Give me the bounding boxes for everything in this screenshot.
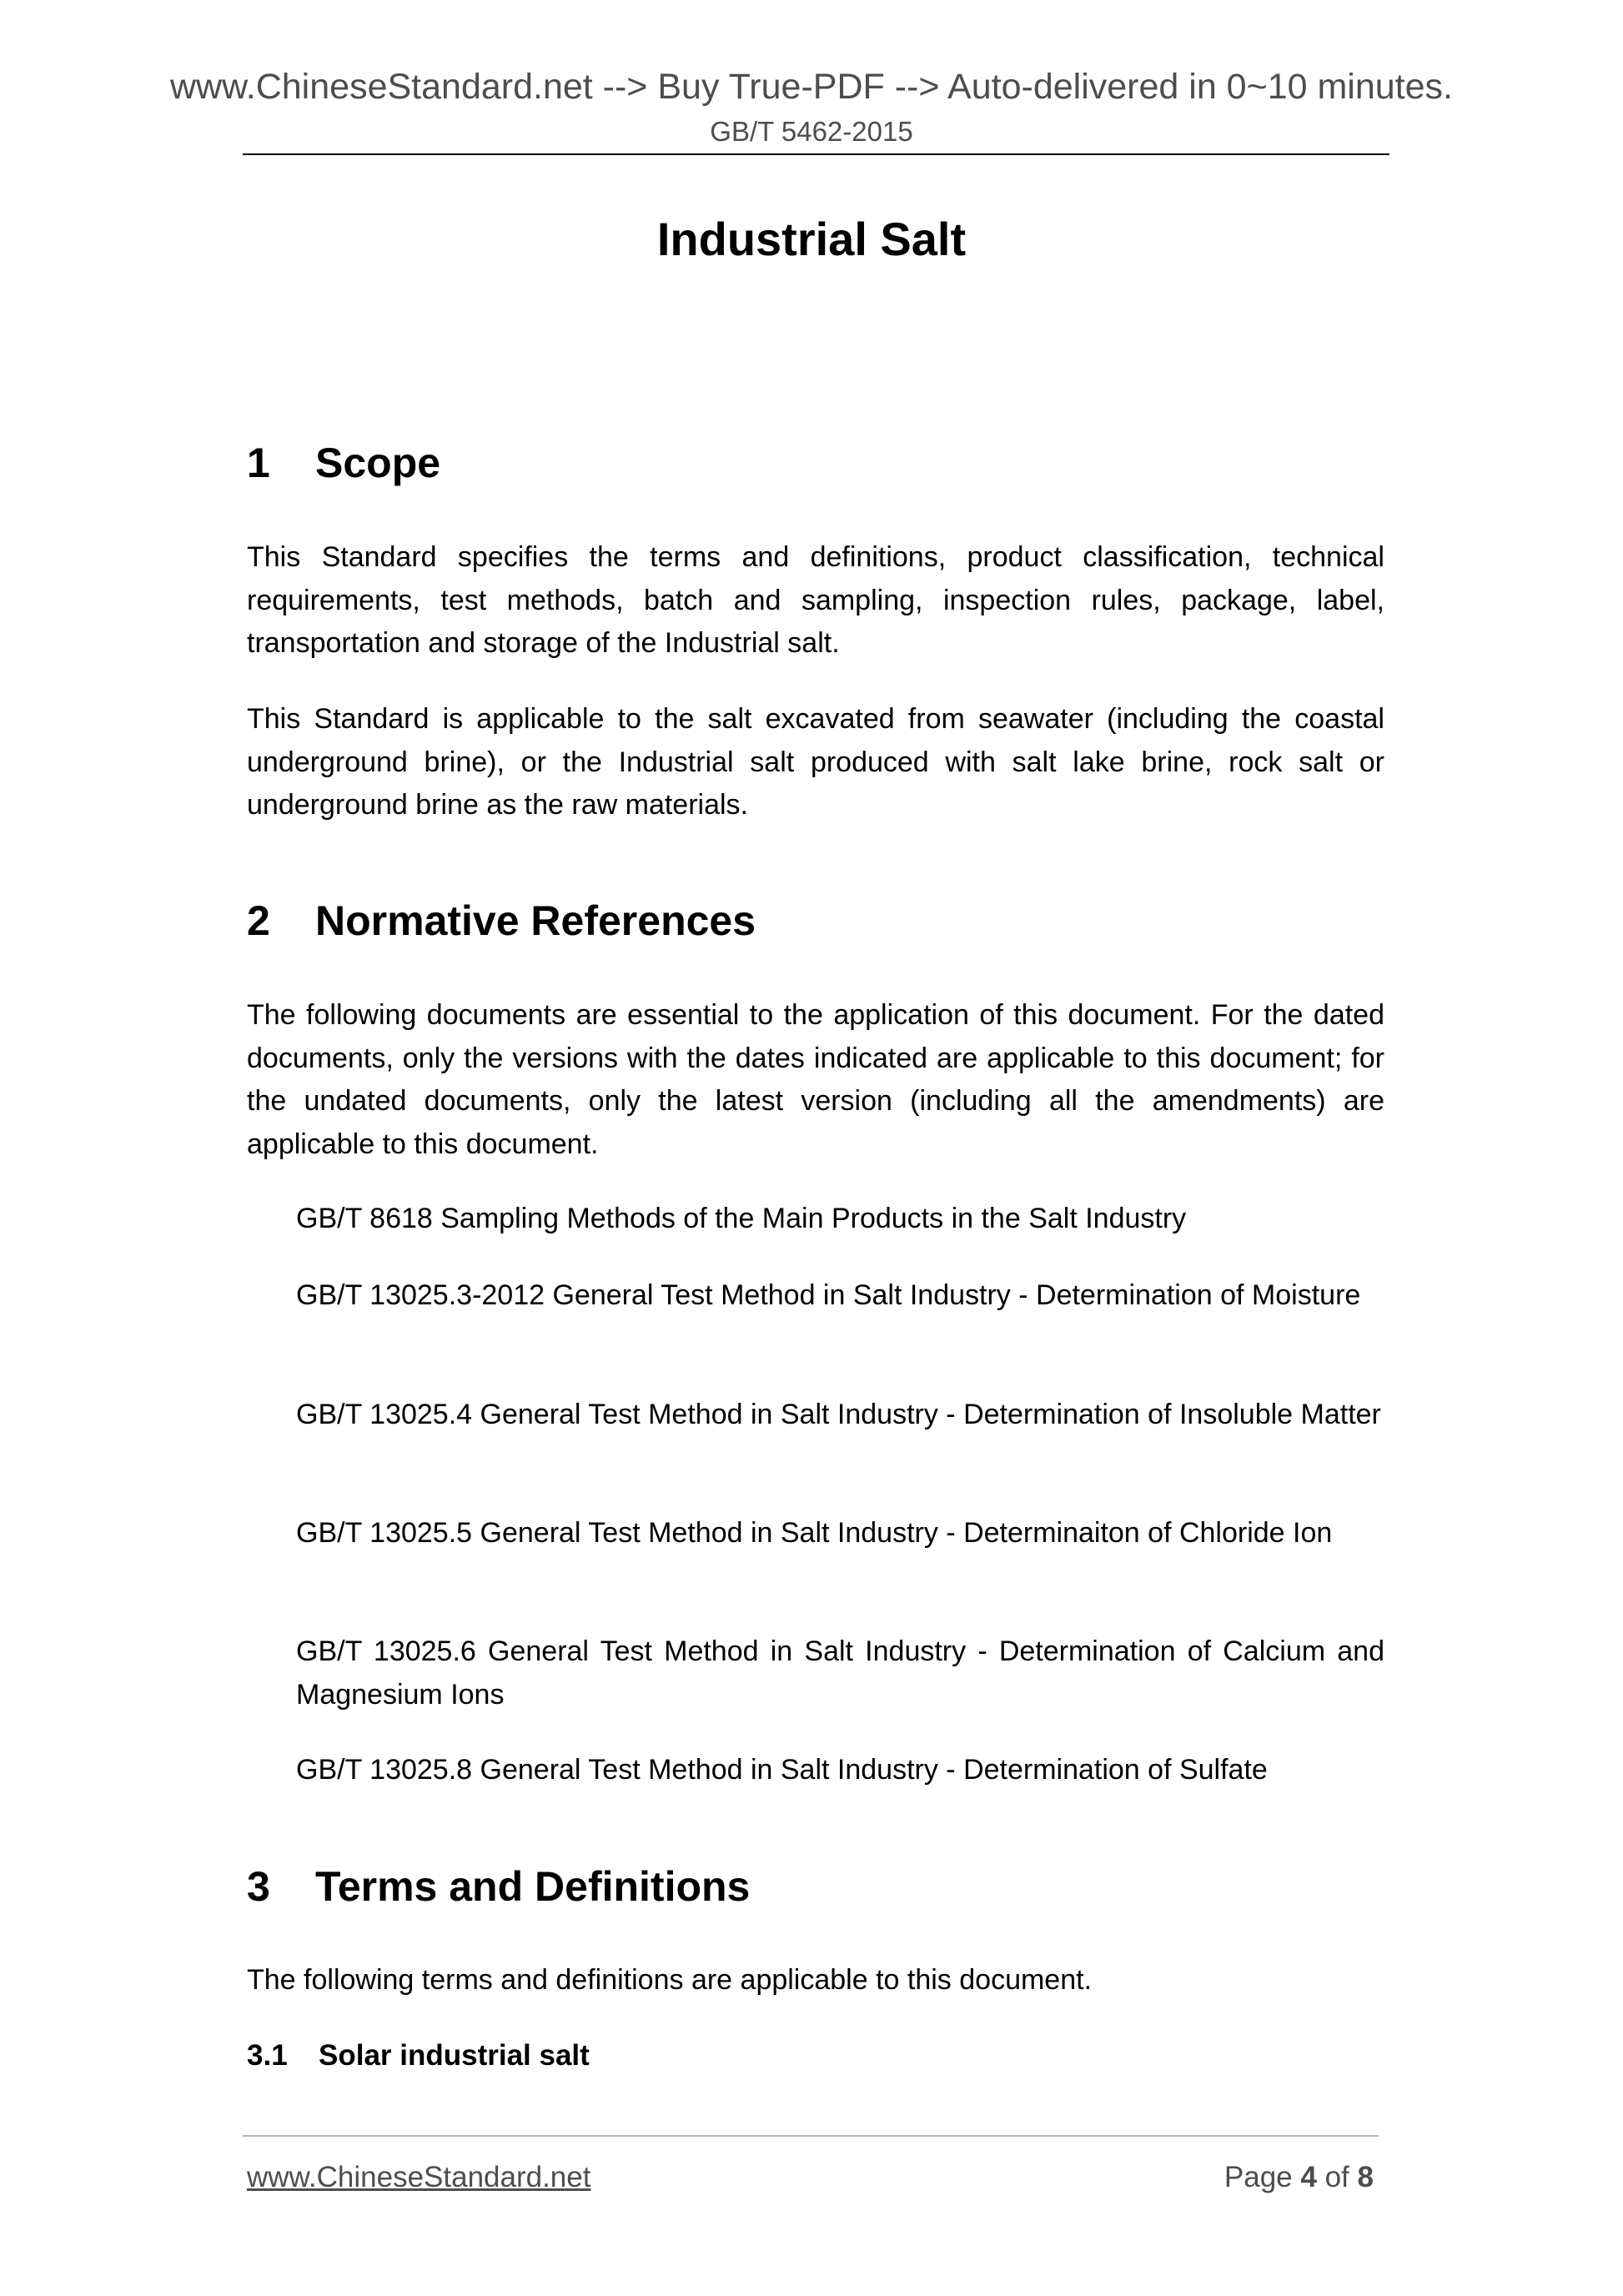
total-page-count: 8 <box>1357 2161 1374 2193</box>
reference-item: GB/T 13025.8 General Test Method in Salt Industry - Determination of Sulfate <box>296 1754 1268 1786</box>
footer-divider <box>243 2135 1379 2137</box>
scope-paragraph-1: This Standard specifies the terms and definitions, product classification, technical requirements, test methods, batch and sampling, inspection rules, package, label, transportation and storage of the Industrial salt. <box>247 541 1384 659</box>
page-title: Industrial Salt <box>656 213 967 265</box>
subsection-title: Solar industrial salt <box>319 2039 590 2072</box>
page-label: Page <box>1224 2161 1293 2193</box>
reference-item: GB/T 8618 Sampling Methods of the Main Products in the Salt Industry <box>296 1203 1187 1234</box>
normative-intro: The following documents are essential to the application of this document. For the dated documents, only the versions with the dates indicated are applicable to this document; for the undated documents, only the latest version (including all the amendments) are applicable to this document. <box>247 999 1384 1160</box>
header-divider <box>243 153 1389 155</box>
document-code: GB/T 5462-2015 <box>710 116 913 147</box>
section-heading-terms-and-definitions <box>247 1861 750 1912</box>
scope-paragraph-2: This Standard is applicable to the salt excavated from seawater (including the coastal underground brine), or the Industrial salt produced with salt lake brine, rock salt or underground brine as the raw materials. <box>247 703 1384 821</box>
section-title: Terms and Definitions <box>315 1863 751 1910</box>
current-page-number: 4 <box>1300 2161 1317 2193</box>
section-number: 3 <box>247 1863 270 1910</box>
section-number: 2 <box>247 897 270 944</box>
page-of-label: of <box>1324 2161 1349 2193</box>
terms-intro: The following terms and definitions are applicable to this document. <box>247 1964 1093 1996</box>
section-title: Scope <box>315 440 441 486</box>
reference-item: GB/T 13025.5 General Test Method in Salt Industry - Determinaiton of Chloride Ion <box>296 1517 1333 1549</box>
reference-item: GB/T 13025.6 General Test Method in Salt Industry - Determination of Calcium and Magnesium Ions <box>296 1635 1384 1711</box>
footer-site-link[interactable]: www.ChineseStandard.net <box>247 2161 591 2193</box>
page-indicator <box>1224 2159 1374 2196</box>
subsection-number: 3.1 <box>247 2039 288 2072</box>
section-number: 1 <box>247 440 270 486</box>
subsection-heading-solar-industrial-salt <box>247 2037 590 2075</box>
section-heading-normative-references <box>247 895 756 947</box>
section-heading-scope <box>247 437 440 489</box>
reference-item: GB/T 13025.3-2012 General Test Method in Salt Industry - Determination of Moisture <box>296 1279 1361 1311</box>
reference-item: GB/T 13025.4 General Test Method in Salt Industry - Determination of Insoluble Matter <box>296 1399 1381 1430</box>
section-title: Normative References <box>315 897 756 944</box>
site-banner[interactable]: www.ChineseStandard.net --> Buy True-PDF --> Auto-delivered in 0~10 minutes. <box>169 67 1453 107</box>
